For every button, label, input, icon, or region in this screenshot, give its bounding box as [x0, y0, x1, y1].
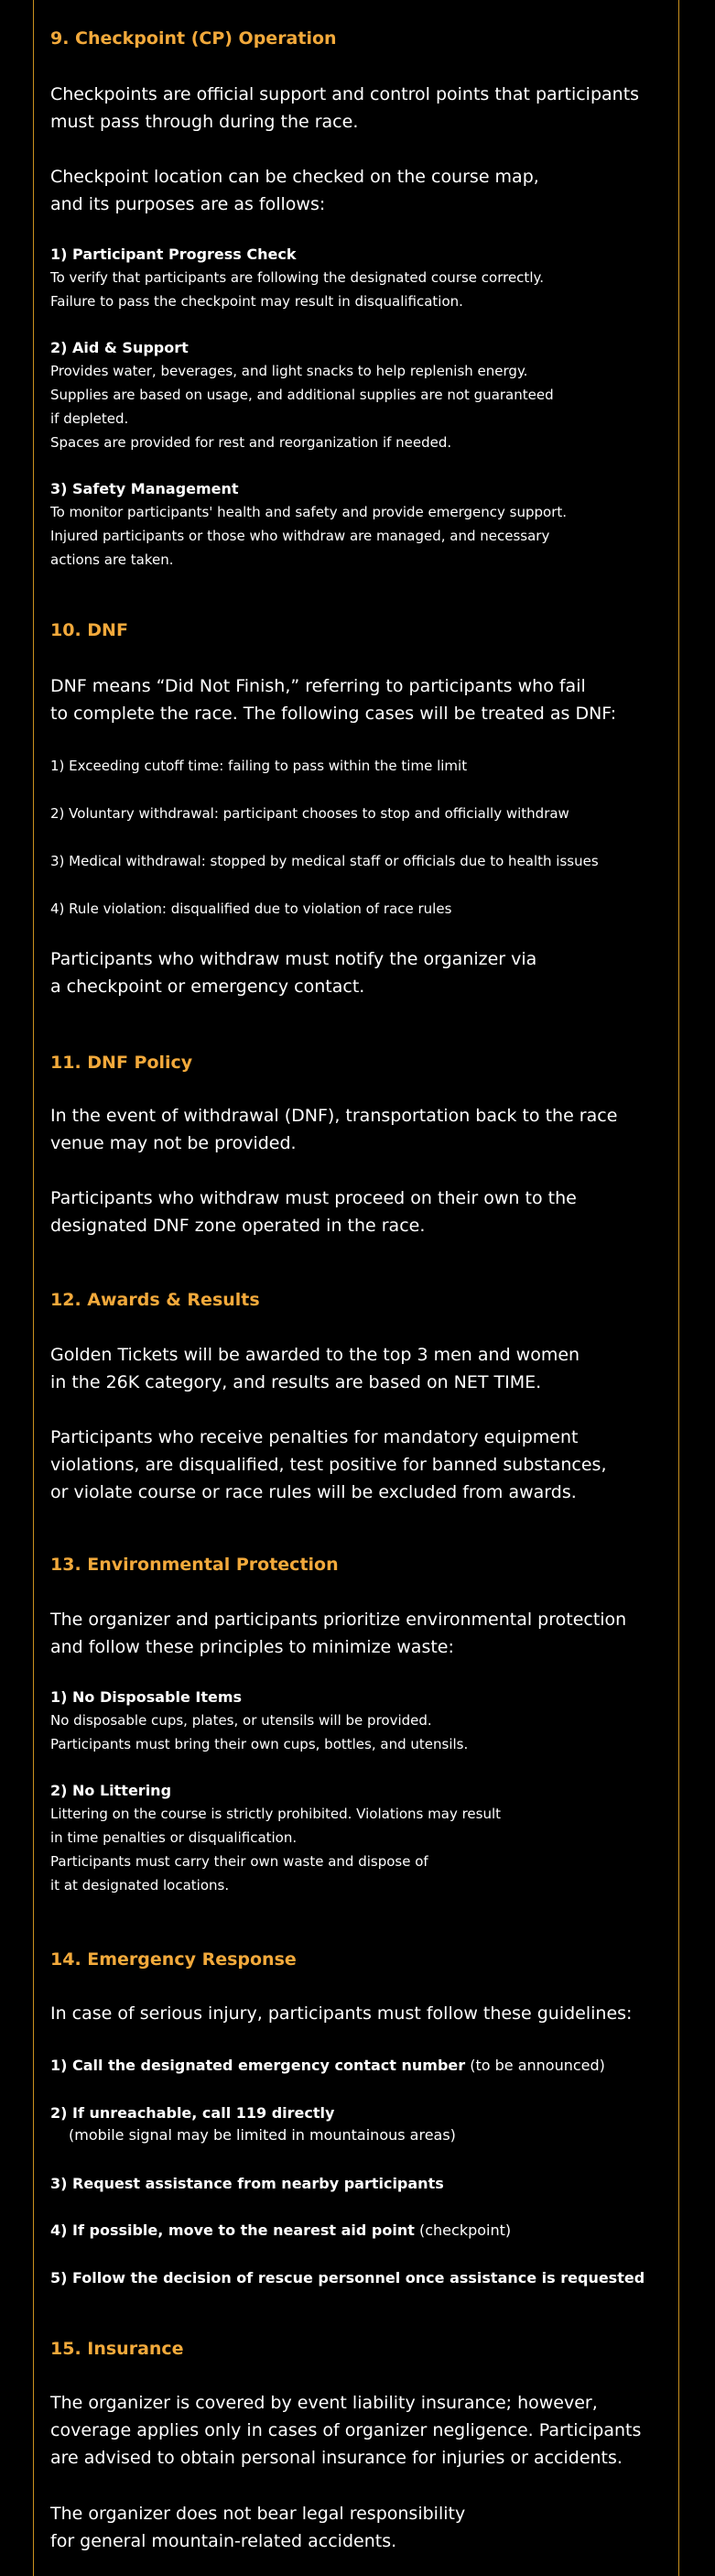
- step-bold: 1) Call the designated emergency contact number: [50, 2057, 466, 2074]
- list-item: [50, 849, 599, 873]
- step-note: (mobile signal may be limited in mountainous areas): [69, 2126, 456, 2144]
- section-10-intro: [50, 672, 616, 727]
- item-line: Failure to pass the checkpoint may result in disqualification.: [50, 293, 463, 310]
- list-item: [50, 2220, 511, 2242]
- item-line: No disposable cups, plates, or utensils will be provided.: [50, 1712, 432, 1729]
- paragraph-line: a checkpoint or emergency contact.: [50, 977, 365, 997]
- item-line: Participants must bring their own cups, bottles, and utensils.: [50, 1736, 469, 1752]
- paragraph-line: to complete the race. The following cases will be treated as DNF:: [50, 704, 617, 724]
- paragraph-line: DNF means “Did Not Finish,” referring to participants who fail: [50, 676, 586, 696]
- section-title: 9. Checkpoint (CP) Operation: [50, 28, 337, 49]
- list-item: [50, 754, 467, 778]
- paragraph-line: The organizer is covered by event liability insurance; however,: [50, 2393, 598, 2413]
- section-15-p2: [50, 2500, 465, 2555]
- item-line: Supplies are based on usage, and additional supplies are not guaranteed: [50, 387, 554, 403]
- step-bold: 5) Follow the decision of rescue personnel once assistance is requested: [50, 2269, 645, 2287]
- section-title: 14. Emergency Response: [50, 1949, 297, 1970]
- paragraph-line: Participants who receive penalties for mandatory equipment: [50, 1427, 579, 1447]
- section-12-p2: [50, 1424, 607, 1506]
- dnf-case: 2) Voluntary withdrawal: participant chooses to stop and officially withdraw: [50, 805, 569, 822]
- paragraph-line: The organizer does not bear legal responsibility: [50, 2504, 466, 2524]
- paragraph-line: venue may not be provided.: [50, 1133, 297, 1153]
- paragraph-line: or violate course or race rules will be excluded from awards.: [50, 1482, 577, 1502]
- paragraph-line: In the event of withdrawal (DNF), transportation back to the race: [50, 1106, 618, 1126]
- step-note: (checkpoint): [414, 2221, 512, 2239]
- paragraph-line: In case of serious injury, participants must follow these guidelines:: [50, 2003, 633, 2024]
- paragraph-line: Participants who withdraw must notify the organizer via: [50, 949, 537, 969]
- section-9: [50, 27, 337, 49]
- item-line: Participants must carry their own waste and dispose of: [50, 1853, 428, 1870]
- dnf-case: 3) Medical withdrawal: stopped by medical staff or officials due to health issues: [50, 853, 599, 869]
- section-11: [50, 1052, 192, 1074]
- step-note: (to be announced): [465, 2057, 605, 2074]
- item-heading: 1) Participant Progress Check: [50, 246, 297, 263]
- paragraph-line: are advised to obtain personal insurance for injuries or accidents.: [50, 2448, 623, 2468]
- list-item: [50, 2102, 456, 2146]
- section-9-intro: [50, 81, 639, 136]
- list-item: [50, 478, 567, 572]
- paragraph-line: designated DNF zone operated in the race.: [50, 1216, 426, 1236]
- paragraph-line: and follow these principles to minimize waste:: [50, 1637, 454, 1657]
- section-title: 12. Awards & Results: [50, 1290, 260, 1310]
- paragraph-line: Golden Tickets will be awarded to the top 3 men and women: [50, 1345, 580, 1365]
- paragraph-line: Checkpoint location can be checked on the course map,: [50, 167, 539, 187]
- section-15-p1: [50, 2389, 641, 2472]
- step-bold: 2) If unreachable, call 119 directly: [50, 2104, 335, 2122]
- paragraph-line: The organizer and participants prioritize environmental protection: [50, 1610, 627, 1630]
- list-item: [50, 1780, 501, 1897]
- section-13-intro: [50, 1606, 626, 1661]
- paragraph-line: coverage applies only in cases of organizer negligence. Participants: [50, 2420, 642, 2440]
- section-11-p1: [50, 1102, 617, 1157]
- section-14: [50, 1948, 297, 1970]
- section-10: [50, 619, 128, 641]
- section-title: 13. Environmental Protection: [50, 1555, 339, 1575]
- item-heading: 3) Safety Management: [50, 480, 239, 497]
- list-item: [50, 2173, 444, 2195]
- paragraph-line: and its purposes are as follows:: [50, 194, 326, 214]
- paragraph-line: for general mountain-related accidents.: [50, 2531, 397, 2551]
- section-10-notice: [50, 945, 536, 1000]
- section-11-p2: [50, 1184, 577, 1239]
- item-line: To verify that participants are following the designated course correctly.: [50, 269, 544, 286]
- item-line: Spaces are provided for rest and reorganization if needed.: [50, 434, 452, 451]
- item-line: in time penalties or disqualification.: [50, 1829, 298, 1846]
- list-item: [50, 2055, 605, 2077]
- section-12-p1: [50, 1341, 580, 1396]
- section-title: 15. Insurance: [50, 2339, 184, 2359]
- step-bold: 3) Request assistance from nearby participants: [50, 2175, 444, 2192]
- list-item: [50, 1686, 468, 1756]
- item-line: it at designated locations.: [50, 1877, 230, 1894]
- section-title: 10. DNF: [50, 620, 128, 640]
- list-item: [50, 802, 569, 825]
- item-line: To monitor participants' health and safety and provide emergency support.: [50, 504, 568, 520]
- dnf-case: 4) Rule violation: disqualified due to violation of race rules: [50, 901, 452, 917]
- item-heading: 1) No Disposable Items: [50, 1688, 243, 1706]
- paragraph-line: Participants who withdraw must proceed on their own to the: [50, 1188, 577, 1208]
- list-item: [50, 337, 554, 454]
- dnf-case: 1) Exceeding cutoff time: failing to pass within the time limit: [50, 758, 468, 774]
- item-line: Provides water, beverages, and light snacks to help replenish energy.: [50, 363, 528, 379]
- item-heading: 2) No Littering: [50, 1782, 172, 1799]
- section-13: [50, 1554, 339, 1576]
- item-line: Injured participants or those who withdraw are managed, and necessary: [50, 528, 550, 544]
- item-heading: 2) Aid & Support: [50, 339, 189, 356]
- list-item: [50, 2267, 645, 2289]
- paragraph-line: in the 26K category, and results are based on NET TIME.: [50, 1372, 542, 1392]
- item-line: if depleted.: [50, 410, 129, 427]
- paragraph-line: must pass through during the race.: [50, 112, 359, 132]
- list-item: [50, 244, 544, 313]
- paragraph-line: Checkpoints are official support and control points that participants: [50, 84, 640, 104]
- section-15: [50, 2338, 184, 2360]
- section-title: 11. DNF Policy: [50, 1053, 193, 1073]
- list-item: [50, 897, 451, 921]
- item-line: actions are taken.: [50, 551, 174, 568]
- section-12: [50, 1289, 260, 1311]
- section-14-intro: [50, 2000, 632, 2027]
- paragraph-line: violations, are disqualified, test positive for banned substances,: [50, 1455, 607, 1475]
- section-9-purpose: [50, 163, 539, 218]
- step-bold: 4) If possible, move to the nearest aid point: [50, 2221, 415, 2239]
- item-line: Littering on the course is strictly prohibited. Violations may result: [50, 1806, 502, 1822]
